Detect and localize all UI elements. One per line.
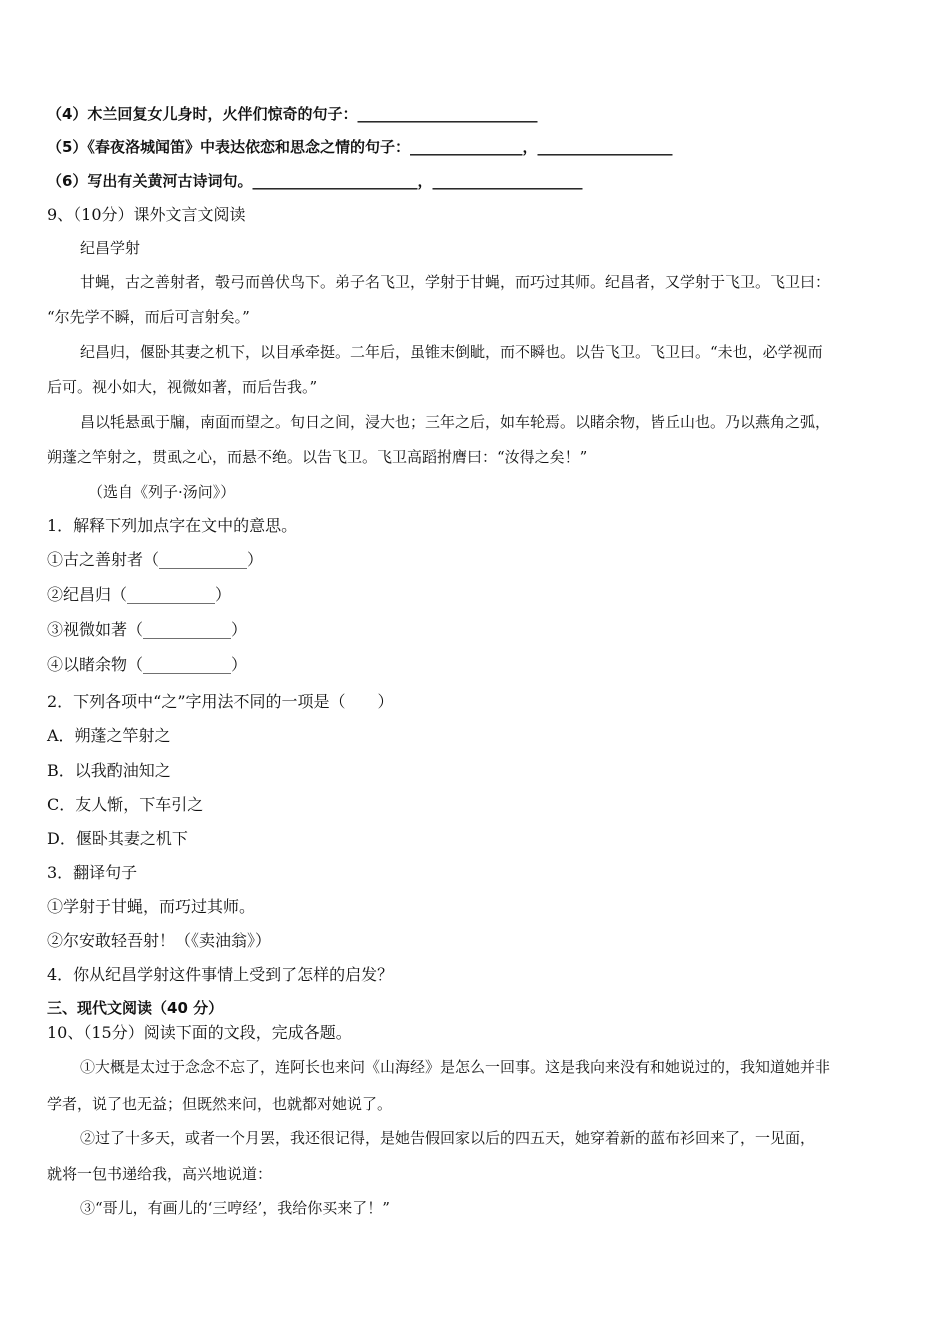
passage-para3-line2: 朔蓬之竿射之，贯虱之心，而悬不绝。以告飞卫。飞卫高蹈拊膺曰：“汝得之矣！” [47,448,588,466]
passage-para1-line2: “尔先学不瞬，而后可言射矣。” [47,308,250,326]
option-c: C．友人惭，下车引之 [47,795,204,814]
fill-item-4: （4）木兰回复女儿身时，火伴们惊奇的句子：________________________ [47,105,538,123]
reading-para2-line2: 就将一包书递给我，高兴地说道： [47,1165,273,1183]
fill-item-5: （5）《春夜洛城闻笛》中表达依恋和思念之情的句子：_______________，__________________ [47,138,673,156]
question-10-header: 10、（15分）阅读下面的文段，完成各题。 [47,1023,352,1042]
sub-question-1: 1．解释下列加点字在文中的意思。 [47,516,298,535]
reading-para1-line2: 学者，说了也无益；但既然来问，也就都对她说了。 [47,1095,393,1113]
passage-source: （选自《列子·汤问》） [88,483,236,501]
question-9-header: 9、（10分）课外文言文阅读 [47,205,246,224]
sub-question-4: 4．你从纪昌学射这件事情上受到了怎样的启发？ [47,965,394,984]
sub1-item-2: ②纪昌归（___________） [47,585,232,604]
reading-para3: ③“哥儿，有画儿的‘三哼经’，我给你买来了！” [80,1199,390,1217]
passage-para3-line1: 昌以牦悬虱于牖，南面而望之。旬日之间，浸大也；三年之后，如车轮焉。以睹余物，皆丘山也。乃以燕角之弧， [80,413,831,431]
section-3-heading: 三、现代文阅读（40 分） [47,999,224,1017]
fill-item-6: （6）写出有关黄河古诗词句。______________________，____________________ [47,172,583,190]
passage-para1-line1: 甘蝇，古之善射者，彀弓而兽伏鸟下。弟子名飞卫，学射于甘蝇，而巧过其师。纪昌者，又学射于飞卫。飞卫曰： [80,273,831,291]
option-a: A．朔蓬之竿射之 [47,726,171,745]
passage-title: 纪昌学射 [80,239,141,257]
sub3-item-2: ②尔安敢轻吾射！（《卖油翁》） [47,931,272,950]
sub-question-3: 3．翻译句子 [47,863,138,882]
sub3-item-1: ①学射于甘蝇，而巧过其师。 [47,897,256,916]
option-b: B．以我酌油知之 [47,761,171,780]
sub1-item-3: ③视微如著（___________） [47,620,248,639]
option-d: D．偃卧其妻之机下 [47,829,188,848]
reading-para1-line1: ①大概是太过于念念不忘了，连阿长也来问《山海经》是怎么一回事。这是我向来没有和她说过的，我知道她并非 [80,1058,831,1076]
sub-question-2: 2．下列各项中“之”字用法不同的一项是（ ） [47,692,394,711]
sub1-item-4: ④以睹余物（___________） [47,655,248,674]
sub1-item-1: ①古之善射者（___________） [47,550,264,569]
passage-para2-line2: 后可。视小如大，视微如著，而后告我。” [47,378,318,396]
passage-para2-line1: 纪昌归，偃卧其妻之机下，以目承牵挺。二年后，虽锥末倒眦，而不瞬也。以告飞卫。飞卫曰。“未也，必学视而 [80,343,823,361]
reading-para2-line1: ②过了十多天，或者一个月罢，我还很记得，是她告假回家以后的四五天，她穿着新的蓝布衫回来了，一见面， [80,1129,816,1147]
